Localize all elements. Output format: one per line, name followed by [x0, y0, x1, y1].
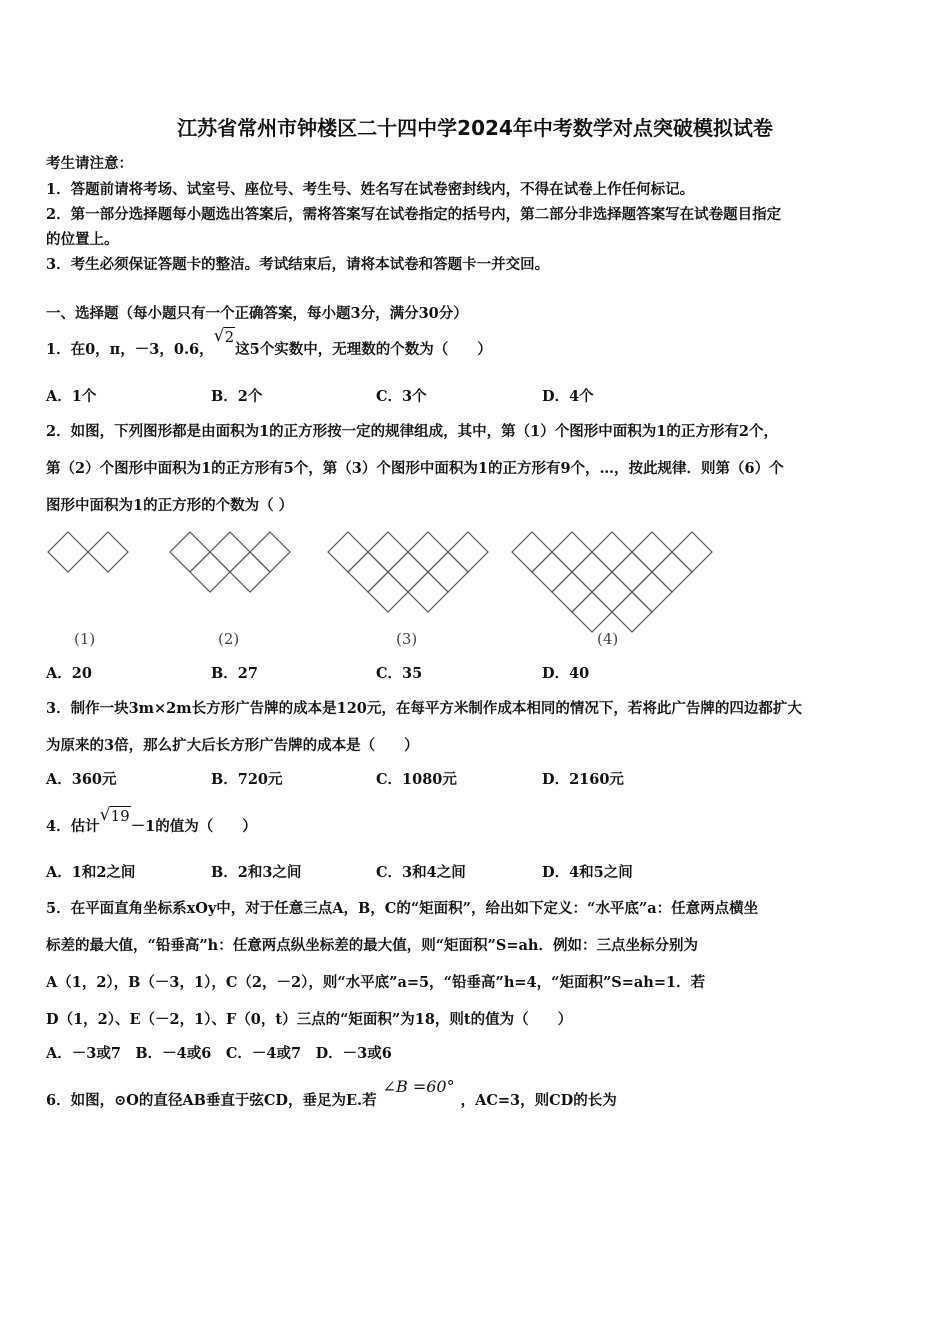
unit-square — [592, 572, 632, 612]
question-4 — [46, 805, 257, 836]
pattern-figure-svg — [40, 520, 740, 660]
unit-square — [348, 552, 388, 592]
unit-square — [170, 532, 210, 572]
unit-square — [652, 552, 692, 592]
notice-item-2-cont: 的位置上。 — [46, 231, 119, 248]
page-title: 江苏省常州市钟楼区二十四中学2024年中考数学对点突破模拟试卷 — [177, 116, 773, 140]
unit-square — [592, 532, 632, 572]
pattern-figure-2 — [170, 532, 290, 592]
q4-option-a[interactable]: A．1和2之间 — [46, 864, 136, 881]
sqrt-expression — [100, 807, 131, 825]
unit-square — [210, 532, 250, 572]
unit-square — [230, 552, 270, 592]
question-1 — [46, 326, 492, 359]
unit-square — [388, 552, 428, 592]
q1-option-d[interactable]: D．4个 — [542, 388, 594, 405]
q3-option-d[interactable]: D．2160元 — [542, 771, 624, 788]
figure-label-2: (2) — [218, 630, 240, 648]
q1-post: 这5个实数中，无理数的个数为（ ） — [235, 341, 492, 358]
notice-item-1: 1．答题前请将考场、试室号、座位号、考生号、姓名写在试卷密封线内，不得在试卷上作任何标记。 — [46, 181, 695, 198]
q2-option-d[interactable]: D．40 — [542, 665, 590, 682]
q4-radicand: 19 — [110, 807, 130, 825]
question-6 — [46, 1077, 617, 1110]
q1-radicand: 2 — [224, 328, 235, 346]
q5-line-4: D（1，2）、E（－2，1）、F（0，t）三点的“矩面积”为18，则t的值为（ ） — [46, 1011, 573, 1028]
unit-square — [368, 572, 408, 612]
unit-square — [512, 532, 552, 572]
unit-square — [632, 572, 672, 612]
q3-line-1: 3．制作一块3m×2m长方形广告牌的成本是120元，在每平方米制作成本相同的情况下，若将此广告牌的四边都扩大 — [46, 700, 802, 717]
unit-square — [408, 572, 448, 612]
q1-option-a[interactable]: A．1个 — [46, 388, 97, 405]
q2-option-c[interactable]: C．35 — [376, 665, 423, 682]
pattern-figure-1 — [48, 532, 128, 572]
pattern-figure-3 — [328, 532, 488, 612]
q4-pre: 4．估计 — [46, 818, 100, 835]
unit-square — [672, 532, 712, 572]
q5-options: A．－3或7 B．－4或6 C．－4或7 D．－3或6 — [46, 1045, 392, 1062]
q4-option-c[interactable]: C．3和4之间 — [376, 864, 466, 881]
sqrt-expression — [214, 328, 236, 346]
q5-line-2: 标差的最大值，“铅垂高”h：任意两点纵坐标差的最大值，则“矩面积”S=ah．例如：三点坐标分别为 — [46, 937, 698, 954]
unit-square — [552, 532, 592, 572]
unit-square — [190, 552, 230, 592]
q3-option-a[interactable]: A．360元 — [46, 771, 117, 788]
unit-square — [250, 532, 290, 572]
unit-square — [552, 572, 592, 612]
figure-label-3: (3) — [396, 630, 418, 648]
figure-label-1: (1) — [74, 630, 96, 648]
unit-square — [632, 532, 672, 572]
unit-square — [368, 532, 408, 572]
q2-line-3: 图形中面积为1的正方形的个数为（ ） — [46, 497, 294, 514]
q3-option-b[interactable]: B．720元 — [211, 771, 283, 788]
q3-line-2: 为原来的3倍，那么扩大后长方形广告牌的成本是（ ） — [46, 737, 419, 754]
q1-option-c[interactable]: C．3个 — [376, 388, 427, 405]
q2-line-2: 第（2）个图形中面积为1的正方形有5个，第（3）个图形中面积为1的正方形有9个，…，按此规律．则第（6）个 — [46, 460, 784, 477]
unit-square — [48, 532, 88, 572]
angle-expression: ∠B =60° — [382, 1077, 455, 1096]
unit-square — [572, 552, 612, 592]
q4-option-d[interactable]: D．4和5之间 — [542, 864, 633, 881]
q3-option-c[interactable]: C．1080元 — [376, 771, 457, 788]
q2-option-b[interactable]: B．27 — [211, 665, 258, 682]
unit-square — [532, 552, 572, 592]
unit-square — [612, 552, 652, 592]
unit-square — [328, 532, 368, 572]
q4-post: －1的值为（ ） — [130, 818, 257, 835]
unit-square — [408, 532, 448, 572]
notice-item-2: 2．第一部分选择题每小题选出答案后，需将答案写在试卷指定的括号内，第二部分非选择题答案写在试卷题目指定 — [46, 206, 782, 223]
section-heading: 一、选择题（每小题只有一个正确答案，每小题3分，满分30分） — [46, 305, 468, 322]
q6-pre: 6．如图，⊙O的直径AB垂直于弦CD，垂足为E.若 — [46, 1092, 377, 1109]
q5-line-3: A（1，2），B（－3，1），C（2，－2），则“水平底”a=5，“铅垂高”h=4，“矩面积”S=ah=1．若 — [46, 974, 706, 991]
notice-heading: 考生请注意： — [46, 155, 133, 172]
q4-option-b[interactable]: B．2和3之间 — [211, 864, 302, 881]
figure-label-4: (4) — [597, 630, 619, 648]
unit-square — [572, 592, 612, 632]
radical-sign-icon: √ — [213, 326, 225, 346]
radical-sign-icon: √ — [99, 805, 111, 825]
pattern-figure-4 — [512, 532, 712, 632]
square-pattern-figures — [40, 520, 740, 660]
q1-option-b[interactable]: B．2个 — [211, 388, 263, 405]
q2-line-1: 2．如图，下列图形都是由面积为1的正方形按一定的规律组成，其中，第（1）个图形中面积为1的正方形有2个， — [46, 423, 778, 440]
unit-square — [88, 532, 128, 572]
q2-option-a[interactable]: A．20 — [46, 665, 92, 682]
unit-square — [428, 552, 468, 592]
notice-item-3: 3．考生必须保证答题卡的整洁。考试结束后，请将本试卷和答题卡一并交回。 — [46, 256, 550, 273]
unit-square — [448, 532, 488, 572]
q1-pre: 1．在0，π，－3，0.6， — [46, 341, 214, 358]
q6-post: ，AC=3，则CD的长为 — [460, 1092, 617, 1109]
unit-square — [612, 592, 652, 632]
q5-line-1: 5．在平面直角坐标系xOy中，对于任意三点A，B，C的“矩面积”，给出如下定义：“水平底”a：任意两点横坐 — [46, 900, 759, 917]
